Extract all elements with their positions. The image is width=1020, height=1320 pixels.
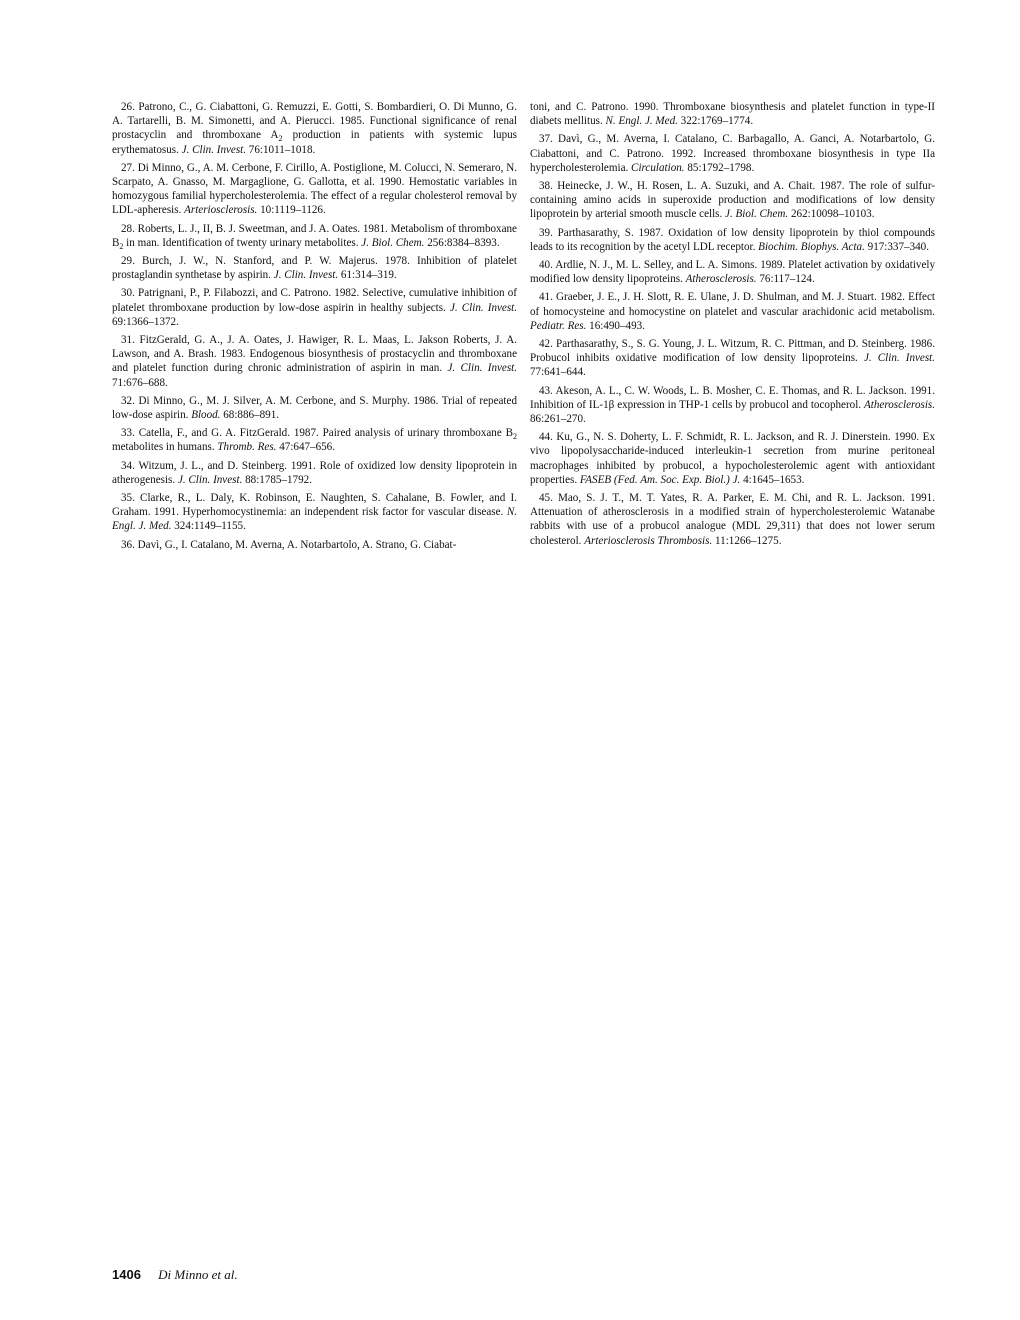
reference-pre: 28. Roberts, L. J., II, B. J. Sweetman, and J. A. Oates. 1981. Metabolism of thromboxane B — [112, 222, 517, 249]
reference-entry — [112, 459, 517, 487]
reference-journal: Blood. — [191, 409, 221, 422]
reference-entry — [112, 538, 517, 552]
reference-post: 86:261–270. — [530, 413, 586, 426]
reference-journal: J. Clin. Invest. — [181, 143, 247, 156]
reference-pre: 33. Catella, F., and G. A. FitzGerald. 1987. Paired analysis of urinary thromboxane B — [121, 427, 513, 440]
reference-journal: J. Biol. Chem. — [725, 208, 789, 221]
reference-journal: J. Clin. Invest. — [273, 269, 339, 282]
reference-entry — [112, 286, 517, 329]
reference-mid: in man. Identification of twenty urinary metabolites. — [123, 236, 362, 249]
reference-entry — [112, 426, 517, 454]
reference-sub: 2 — [513, 432, 517, 442]
reference-post: 10:1119–1126. — [257, 204, 326, 217]
reference-entry — [530, 430, 935, 487]
reference-post: 76:1011–1018. — [246, 143, 316, 156]
reference-entry — [530, 290, 935, 333]
reference-entry — [112, 100, 517, 157]
reference-journal: J. Biol. Chem. — [361, 236, 425, 249]
reference-post: 85:1792–1798. — [684, 161, 755, 174]
reference-journal: Arteriosclerosis. — [184, 204, 258, 217]
reference-entry — [530, 258, 935, 286]
reference-post: 16:490–493. — [586, 319, 645, 332]
reference-post: 69:1366–1372. — [112, 315, 179, 328]
reference-journal: N. Engl. J. Med. — [112, 506, 517, 533]
reference-pre: 38. Heinecke, J. W., H. Rosen, L. A. Suzuki, and A. Chait. 1987. The role of sulfur-containing amino acids in superoxide production and modifications of low density lipoprotein by arterial smooth muscle cells. — [530, 180, 935, 221]
reference-pre: 36. Davì, G., I. Catalano, M. Averna, A. Notarbartolo, A. Strano, G. Ciabat- — [121, 538, 457, 551]
reference-post: 11:1266–1275. — [712, 534, 782, 547]
reference-pre: 40. Ardlie, N. J., M. L. Selley, and L. A. Simons. 1989. Platelet activation by oxidatively modified low density lipoproteins. — [530, 259, 935, 286]
reference-journal: Arteriosclerosis Thrombosis. — [584, 534, 713, 547]
reference-journal: Pediatr. Res. — [530, 319, 587, 332]
reference-journal: Atherosclerosis. — [864, 398, 935, 411]
reference-pre: 44. Ku, G., N. S. Doherty, L. F. Schmidt, R. L. Jackson, and R. J. Dinerstein. 1990. Ex vivo lipopolysaccharide-induced interleukin-1 secretion from murine peritoneal macrophages inhibited by probucol, a hypocholesterolemic agent with antioxidant properties. — [530, 431, 935, 486]
reference-column-left — [112, 100, 517, 556]
reference-journal: Biochim. Biophys. Acta. — [758, 240, 865, 253]
reference-journal: Thromb. Res. — [217, 441, 277, 454]
reference-pre: 27. Di Minno, G., A. M. Cerbone, F. Cirillo, A. Postiglione, M. Colucci, N. Semeraro, N. Scarpato, A. Gnasso, M. Margaglione, G. Gallotta, et al. 1990. Hemostatic variables in homozygous familial hypercholesterolemia. The effect of a regular cholesterol removal by LDL-apheresis. — [112, 161, 517, 217]
reference-post: 262:10098–10103. — [788, 208, 875, 221]
reference-post: 47:647–656. — [276, 441, 336, 454]
reference-journal: J. Clin. Invest. — [177, 473, 243, 486]
reference-pre: 31. FitzGerald, G. A., J. A. Oates, J. Hawiger, R. L. Maas, L. Jakson Roberts, J. A. Lawson, and A. Brash. 1983. Endogenous biosynthesis of prostacyclin and thromboxane and platelet function during chronic administration of aspirin in man. — [112, 334, 517, 375]
reference-entry — [530, 337, 935, 380]
reference-sub: 2 — [119, 242, 124, 252]
reference-pre: toni, and C. Patrono. 1990. Thromboxane biosynthesis and platelet function in type-II diabets mellitus. — [530, 101, 935, 128]
reference-entry — [112, 333, 517, 390]
reference-post: 77:641–644. — [530, 366, 586, 379]
reference-entry — [530, 132, 935, 175]
reference-entry — [530, 491, 935, 548]
reference-pre: 30. Patrignani, P., P. Filabozzi, and C. Patrono. 1982. Selective, cumulative inhibition of platelet thromboxane production by low-dose aspirin in healthy subjects. — [112, 287, 517, 314]
reference-entry — [530, 384, 935, 427]
reference-journal: N. Engl. J. Med. — [605, 115, 678, 128]
reference-post: 71:676–688. — [112, 376, 168, 389]
reference-mid: production in patients with systemic lupus erythematosus. — [112, 129, 517, 156]
reference-entry — [112, 222, 517, 250]
reference-entry — [112, 161, 517, 218]
reference-post: 61:314–319. — [338, 269, 397, 282]
reference-pre: 32. Di Minno, G., M. J. Silver, A. M. Cerbone, and S. Murphy. 1986. Trial of repeated low-dose aspirin. — [112, 394, 517, 422]
reference-entry — [112, 394, 517, 422]
running-head: Di Minno et al. — [158, 1267, 238, 1282]
reference-journal: FASEB (Fed. Am. Soc. Exp. Biol.) J. — [579, 473, 741, 486]
reference-journal: J. Clin. Invest. — [449, 301, 518, 314]
reference-post: 76:117–124. — [756, 273, 815, 286]
reference-pre: 45. Mao, S. J. T., M. T. Yates, R. A. Parker, E. M. Chi, and R. L. Jackson. 1991. Attenuation of atherosclerosis in a modified strain of hypercholesterolemic Watanabe rabbits with use of a probucol analogue (MDL 29,311) that does not lower serum cholesterol. — [530, 492, 935, 547]
reference-pre: 37. Davì, G., M. Averna, I. Catalano, C. Barbagallo, A. Ganci, A. Notarbartolo, G. Ciabattoni, and C. Patrono. 1992. Increased thromboxane biosynthesis in type IIa hypercholesterolemia. — [530, 133, 935, 174]
reference-post: 4:1645–1653. — [740, 473, 805, 486]
reference-post: 68:886–891. — [220, 409, 280, 422]
reference-journal: J. Clin. Invest. — [863, 352, 936, 365]
reference-pre: 26. Patrono, C., G. Ciabattoni, G. Remuzzi, E. Gotti, S. Bombardieri, O. Di Munno, G. A. Tartarelli, B. M. Simonetti, and A. Pierucci. 1985. Functional significance of renal prostacyclin and thromboxane A — [112, 101, 517, 142]
reference-post: 324:1149–1155. — [171, 520, 246, 533]
reference-pre: 42. Parthasarathy, S., S. G. Young, J. L. Witzum, R. C. Pittman, and D. Steinberg. 1986. Probucol inhibits oxidative modification of low density lipoproteins. — [530, 338, 935, 365]
reference-entry — [112, 254, 517, 282]
reference-pre: 34. Witzum, J. L., and D. Steinberg. 1991. Role of oxidized low density lipoprotein in atherogenesis. — [112, 459, 517, 486]
reference-pre: 39. Parthasarathy, S. 1987. Oxidation of low density lipoprotein by thiol compounds leads to its recognition by the acetyl LDL receptor. — [530, 226, 935, 253]
reference-post: 322:1769–1774. — [677, 115, 754, 128]
reference-post: 917:337–340. — [864, 240, 929, 253]
reference-mid: metabolites in humans. — [112, 441, 218, 454]
reference-entry — [530, 100, 935, 128]
reference-pre: 35. Clarke, R., L. Daly, K. Robinson, E. Naughten, S. Cahalane, B. Fowler, and I. Graham. 1991. Hyperhomocystinemia: an independent risk factor for vascular disease. — [112, 492, 517, 519]
reference-journal: J. Clin. Invest. — [447, 362, 518, 375]
reference-column-right — [530, 100, 935, 552]
reference-pre: 41. Graeber, J. E., J. H. Slott, R. E. Ulane, J. D. Shulman, and M. J. Stuart. 1982. Effect of homocysteine and homocystine on platelet and vascular arachidonic acid metabolism. — [530, 291, 935, 318]
reference-pre: 29. Burch, J. W., N. Stanford, and P. W. Majerus. 1978. Inhibition of platelet prostaglandin synthetase by aspirin. — [112, 255, 517, 282]
reference-entry — [112, 491, 517, 534]
page-number: 1406 — [112, 1267, 141, 1282]
reference-journal: Atherosclerosis. — [685, 273, 757, 286]
reference-journal: Circulation. — [631, 161, 685, 174]
reference-pre: 43. Akeson, A. L., C. W. Woods, L. B. Mosher, C. E. Thomas, and R. L. Jackson. 1991. Inhibition of IL-1β expression in THP-1 cells by probucol and tocopherol. — [530, 384, 935, 411]
reference-post: 256:8384–8393. — [424, 236, 500, 249]
reference-post: 88:1785–1792. — [242, 473, 312, 486]
page-footer — [112, 1267, 238, 1283]
reference-entry — [530, 226, 935, 254]
reference-sub: 2 — [278, 134, 283, 144]
reference-entry — [530, 179, 935, 222]
